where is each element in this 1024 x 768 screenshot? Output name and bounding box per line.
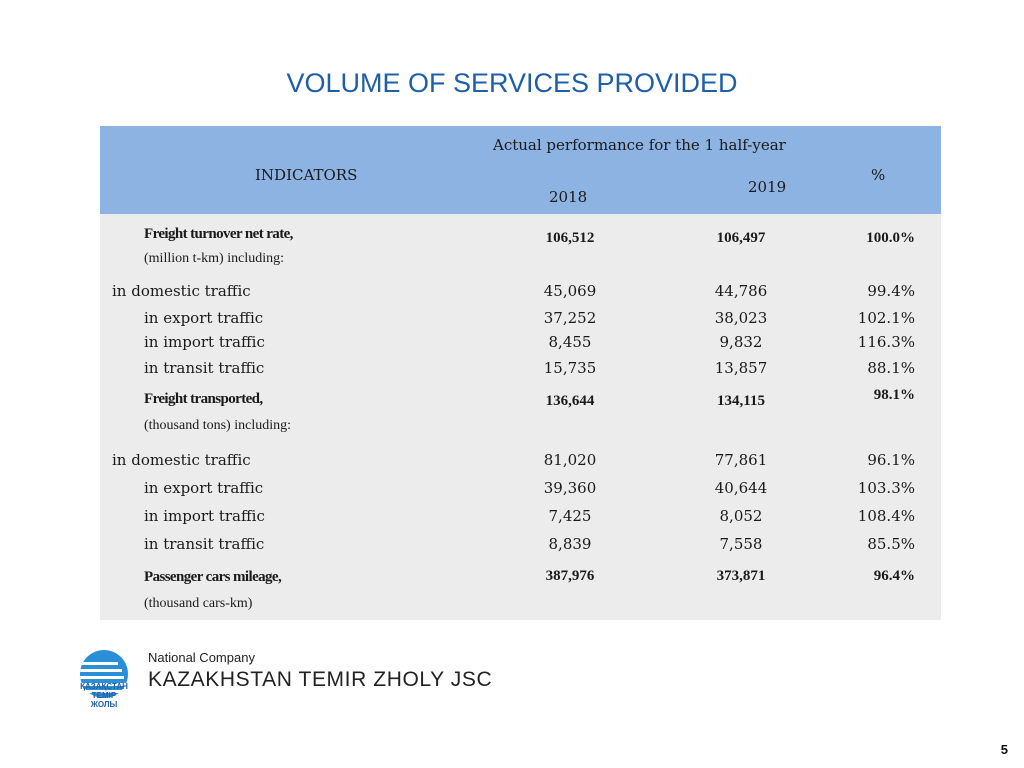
table-row <box>100 479 941 501</box>
row-label: Passenger cars mileage, <box>144 569 282 585</box>
value-percent: 108.4% <box>857 507 915 525</box>
value-2019: 77,861 <box>714 451 768 469</box>
table-row <box>100 333 941 355</box>
row-label: in domestic traffic <box>112 451 251 469</box>
header-actual-performance: Actual performance for the 1 half-year <box>493 136 786 154</box>
row-label: in import traffic <box>144 507 265 525</box>
row-sublabel: (thousand cars-km) <box>144 596 253 611</box>
value-percent: 98.1% <box>873 387 915 403</box>
value-2018: 37,252 <box>543 309 597 327</box>
value-2018: 45,069 <box>543 282 597 300</box>
value-percent: 102.1% <box>857 309 915 327</box>
header-year-2018: 2018 <box>549 188 588 206</box>
national-company-label: National Company <box>148 650 255 665</box>
table-row <box>100 507 941 529</box>
logo-caption: ҚАЗАҚСТАН ТЕМІР ЖОЛЫ <box>80 682 128 709</box>
value-2019: 13,857 <box>714 359 768 377</box>
value-2018: 39,360 <box>543 479 597 497</box>
value-2019: 373,871 <box>716 568 766 584</box>
table-row <box>100 282 941 304</box>
indicators-table <box>100 126 941 620</box>
value-2018: 15,735 <box>543 359 597 377</box>
row-label: in transit traffic <box>144 535 265 553</box>
value-percent: 103.3% <box>857 479 915 497</box>
row-label: in transit traffic <box>144 359 265 377</box>
table-row <box>100 451 941 473</box>
table-row <box>100 309 941 331</box>
row-sublabel: (million t-km) including: <box>144 251 284 266</box>
header-year-2019: 2019 <box>748 178 787 196</box>
value-2019: 106,497 <box>716 230 766 246</box>
value-2019: 134,115 <box>717 393 765 409</box>
table-row <box>100 535 941 557</box>
value-2018: 7,425 <box>548 507 592 525</box>
value-2018: 106,512 <box>545 230 595 246</box>
row-label: Freight transported, <box>144 391 263 407</box>
row-label: in export traffic <box>144 309 264 327</box>
value-percent: 96.4% <box>873 568 915 584</box>
value-2019: 44,786 <box>714 282 768 300</box>
value-percent: 116.3% <box>857 333 915 351</box>
table-row <box>100 226 941 266</box>
row-label: Freight turnover net rate, <box>144 226 293 242</box>
value-percent: 85.5% <box>867 535 915 553</box>
row-label: in export traffic <box>144 479 264 497</box>
page-title: VOLUME OF SERVICES PROVIDED <box>286 68 738 98</box>
row-label: in import traffic <box>144 333 265 351</box>
table-row <box>100 359 941 381</box>
row-label: in domestic traffic <box>112 282 251 300</box>
value-2018: 8,455 <box>548 333 592 351</box>
table-row <box>100 568 941 611</box>
value-2019: 40,644 <box>714 479 768 497</box>
value-percent: 96.1% <box>867 451 915 469</box>
value-2019: 9,832 <box>719 333 763 351</box>
value-2018: 387,976 <box>545 568 595 584</box>
header-indicators: INDICATORS <box>255 166 358 184</box>
value-2019: 38,023 <box>714 309 768 327</box>
value-2018: 8,839 <box>548 535 592 553</box>
table-header <box>100 126 941 214</box>
row-sublabel: (thousand tons) including: <box>144 418 291 433</box>
header-percent: % <box>871 166 886 184</box>
page-number: 5 <box>1000 742 1008 757</box>
value-2019: 8,052 <box>719 507 763 525</box>
value-2019: 7,558 <box>719 535 763 553</box>
value-percent: 99.4% <box>867 282 915 300</box>
value-2018: 136,644 <box>545 393 595 409</box>
value-percent: 100.0% <box>866 230 915 246</box>
table-row <box>100 387 941 433</box>
company-name: KAZAKHSTAN TEMIR ZHOLY JSC <box>148 668 493 691</box>
value-2018: 81,020 <box>543 451 597 469</box>
value-percent: 88.1% <box>867 359 915 377</box>
